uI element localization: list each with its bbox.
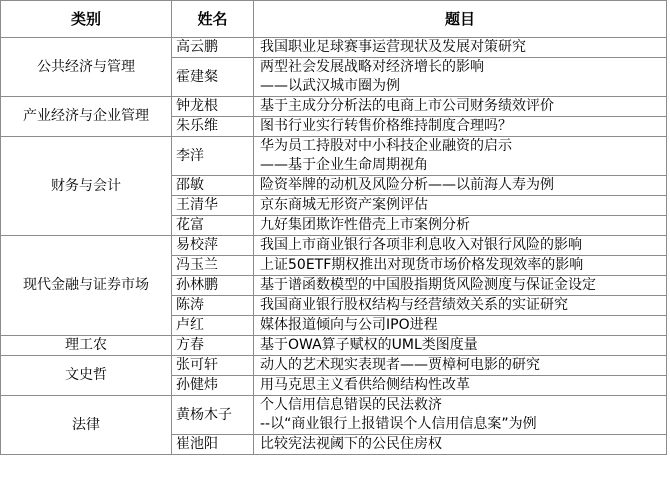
name-cell[interactable]: 崔池阳 <box>172 435 254 455</box>
title-cell[interactable] <box>254 356 667 376</box>
title-cell[interactable] <box>254 196 667 216</box>
title-line: 我国职业足球赛事运营现状及发展对策研究 <box>260 39 526 55</box>
name-cell[interactable]: 王清华 <box>172 196 254 216</box>
title-line: 京东商城无形资产案例评估 <box>260 197 428 213</box>
title-cell[interactable] <box>254 236 667 256</box>
name-cell[interactable]: 钟龙根 <box>172 97 254 117</box>
name-cell[interactable]: 花富 <box>172 216 254 236</box>
title-cell[interactable] <box>254 376 667 396</box>
name-cell[interactable]: 邵敏 <box>172 176 254 196</box>
table-row <box>1 396 667 435</box>
category-cell[interactable]: 现代金融与证券市场 <box>1 236 172 336</box>
table-row <box>1 137 667 176</box>
category-cell[interactable]: 公共经济与管理 <box>1 38 172 97</box>
title-cell[interactable] <box>254 316 667 336</box>
title-cell[interactable] <box>254 435 667 455</box>
title-line: 我国商业银行股权结构与经营绩效关系的实证研究 <box>260 297 568 313</box>
name-cell[interactable]: 孙健炜 <box>172 376 254 396</box>
category-cell[interactable]: 法律 <box>1 396 172 455</box>
title-cell[interactable] <box>254 97 667 117</box>
header-name[interactable]: 姓名 <box>172 1 254 38</box>
title-line: 基于主成分分析法的电商上市公司财务绩效评价 <box>260 98 554 114</box>
title-line: 险资举牌的动机及风险分析——以前海人寿为例 <box>260 177 554 193</box>
name-cell[interactable]: 高云鹏 <box>172 38 254 58</box>
header-title[interactable]: 题目 <box>254 1 667 38</box>
title-line: 两型社会发展战略对经济增长的影响 <box>260 59 484 75</box>
category-cell[interactable]: 财务与会计 <box>1 137 172 236</box>
title-line: 九好集团欺诈性借壳上市案例分析 <box>260 217 470 233</box>
header-category[interactable]: 类别 <box>1 1 172 38</box>
title-line: --以“商业银行上报错误个人信用信息案”为例 <box>260 416 537 432</box>
title-line: 媒体报道倾向与公司IPO进程 <box>260 317 438 333</box>
title-cell[interactable] <box>254 216 667 236</box>
name-cell[interactable]: 黄杨木子 <box>172 396 254 435</box>
title-line: 华为员工持股对中小科技企业融资的启示 <box>260 138 512 154</box>
category-cell[interactable]: 产业经济与企业管理 <box>1 97 172 137</box>
table-body <box>1 38 667 455</box>
name-cell[interactable]: 卢红 <box>172 316 254 336</box>
title-cell[interactable] <box>254 176 667 196</box>
table-row <box>1 336 667 356</box>
title-line: 图书行业实行转售价格维持制度合理吗？ <box>260 118 512 134</box>
title-line: 用马克思主义看供给侧结构性改革 <box>260 377 470 393</box>
name-cell[interactable]: 孙林鹏 <box>172 276 254 296</box>
title-cell[interactable] <box>254 276 667 296</box>
title-line: 我国上市商业银行各项非利息收入对银行风险的影响 <box>260 237 582 253</box>
title-line: 动人的艺术现实表现者——贾樟柯电影的研究 <box>260 357 540 373</box>
table-row <box>1 356 667 376</box>
name-cell[interactable]: 易校萍 <box>172 236 254 256</box>
name-cell[interactable]: 朱乐维 <box>172 117 254 137</box>
title-cell[interactable] <box>254 296 667 316</box>
title-cell[interactable] <box>254 137 667 176</box>
title-cell[interactable] <box>254 38 667 58</box>
title-line: 基于OWA算子赋权的UML类图度量 <box>260 337 478 353</box>
title-line: 基于谱函数模型的中国股指期货风险测度与保证金设定 <box>260 277 596 293</box>
title-cell[interactable] <box>254 58 667 97</box>
title-line: 个人信用信息错误的民法救济 <box>260 397 442 413</box>
title-line: ——以武汉城市圈为例 <box>260 78 400 94</box>
name-cell[interactable]: 霍建粲 <box>172 58 254 97</box>
title-cell[interactable] <box>254 256 667 276</box>
header-row <box>1 1 667 38</box>
name-cell[interactable]: 方春 <box>172 336 254 356</box>
name-cell[interactable]: 李洋 <box>172 137 254 176</box>
name-cell[interactable]: 张可轩 <box>172 356 254 376</box>
title-cell[interactable] <box>254 396 667 435</box>
category-cell[interactable]: 文史哲 <box>1 356 172 396</box>
name-cell[interactable]: 陈涛 <box>172 296 254 316</box>
title-line: ——基于企业生命周期视角 <box>260 157 428 173</box>
table-row <box>1 38 667 58</box>
category-cell[interactable]: 理工农 <box>1 336 172 356</box>
title-cell[interactable] <box>254 336 667 356</box>
title-cell[interactable] <box>254 117 667 137</box>
title-line: 上证50ETF期权推出对现货市场价格发现效率的影响 <box>260 257 584 273</box>
table-row <box>1 236 667 256</box>
title-line: 比较宪法视阈下的公民住房权 <box>260 436 442 452</box>
name-cell[interactable]: 冯玉兰 <box>172 256 254 276</box>
table-row <box>1 97 667 117</box>
